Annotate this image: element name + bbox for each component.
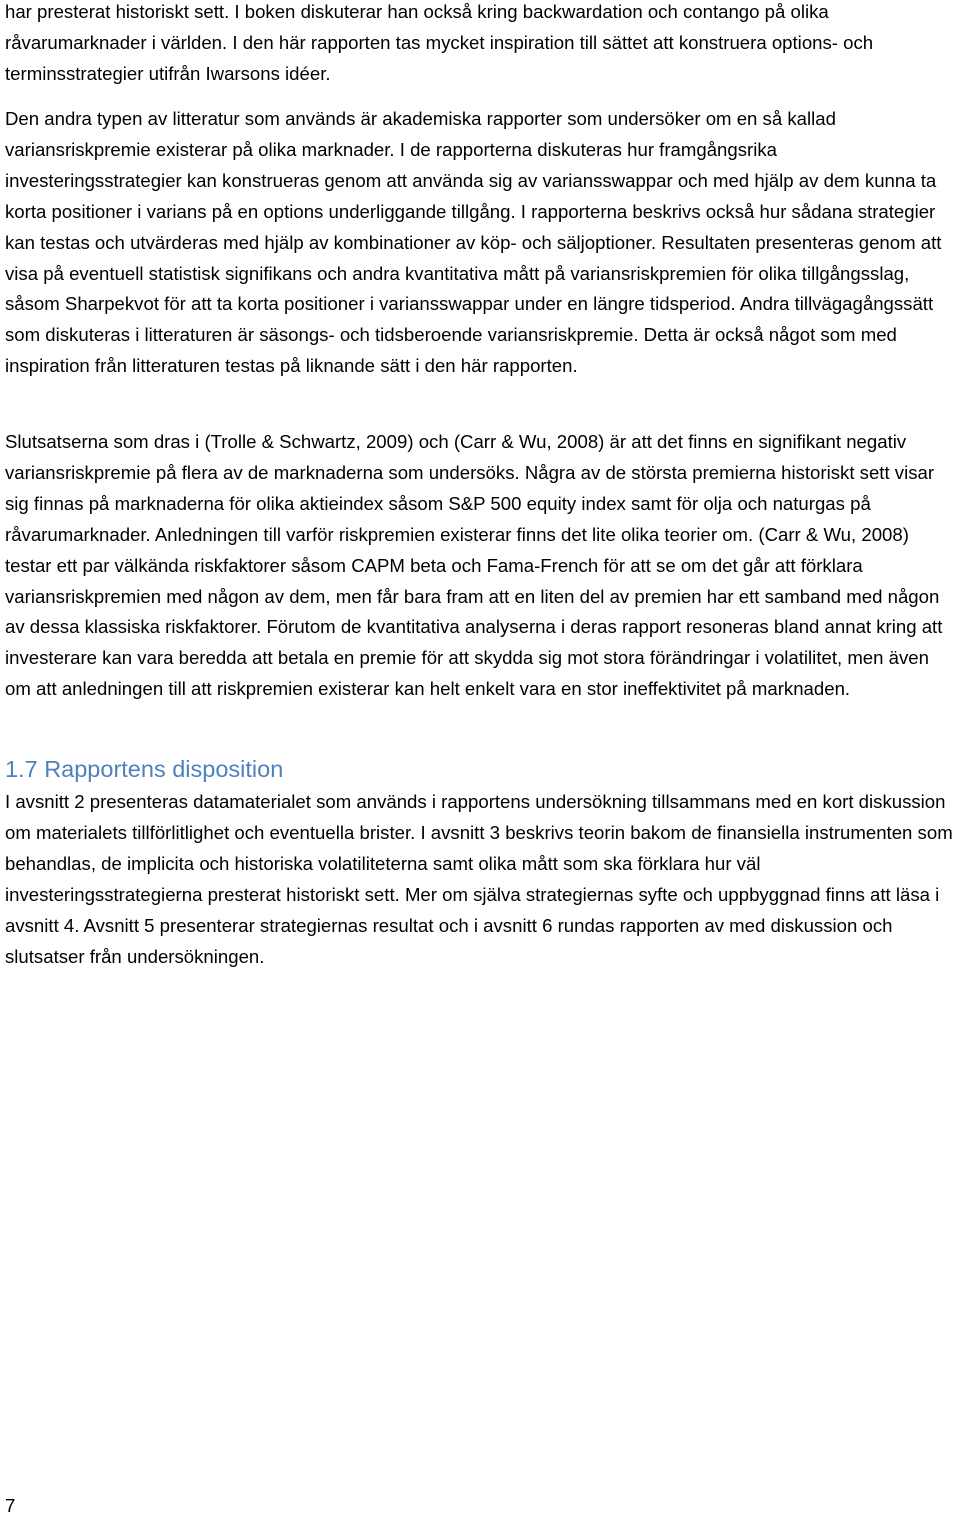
- page-number: 7: [5, 1495, 16, 1516]
- paragraph-academic-reports: Den andra typen av litteratur som används är akademiska rapporter som undersöker om en så kallad variansriskpremie existerar på olika marknader. I de rapporterna diskuteras hur framgångsrika investeringsstrategier kan konstrueras genom att använda sig av variansswappar och med hjälp av dem kunna ta korta positioner i varians på en options underliggande tillgång. I rapporterna beskrivs också hur sådana strategier kan testas och utvärderas med hjälp av kombinationer av köp- och säljoptioner. Resultaten presenteras genom att visa på eventuell statistisk signifikans och andra kvantitativa mått på variansriskpremien för olika tillgångsslag, såsom Sharpekvot för att ta korta positioner i variansswappar under en längre tidsperiod. Andra tillvägagångssätt som diskuteras i litteraturen är säsongs- och tidsberoende variansriskpremie. Detta är också något som med inspiration från litteraturen testas på liknande sätt i den här rapporten.: [5, 108, 942, 377]
- paragraph-disposition: I avsnitt 2 presenteras datamaterialet som används i rapportens undersökning tillsammans med en kort diskussion om materialets tillförlitlighet och eventuella brister. I avsnitt 3 beskrivs teorin bakom de finansiella instrumenten som behandlas, de implicita och historiska volatiliteterna samt olika mått som ska förklara hur väl investeringsstrategierna presterat historiskt sett. Mer om själva strategiernas syfte och uppbyggnad finns att läsa i avsnitt 4. Avsnitt 5 presenterar strategiernas resultat och i avsnitt 6 rundas rapporten av med diskussion och slutsatser från undersökningen.: [5, 791, 953, 967]
- paragraph-iwarson: har presterat historiskt sett. I boken diskuterar han också kring backwardation och contango på olika råvarumarknader i världen. I den här rapporten tas mycket inspiration till sättet att konstruera options- och terminsstrategier utifrån Iwarsons idéer.: [5, 1, 874, 84]
- paragraph-conclusions: Slutsatserna som dras i (Trolle & Schwartz, 2009) och (Carr & Wu, 2008) är att det finns en signifikant negativ variansriskpremie på flera av de marknaderna som undersöks. Några av de största premierna historiskt sett visar sig finnas på marknaderna för olika aktieindex såsom S&P 500 equity index samt för olja och naturgas på råvarumarknader. Anledningen till varför riskpremien existerar finns det lite olika teorier om. (Carr & Wu, 2008) testar ett par välkända riskfaktorer såsom CAPM beta och Fama-French för att se om det går att förklara variansriskpremien med någon av dem, men får bara fram att en liten del av premien har ett samband med någon av dessa klassiska riskfaktorer. Förutom de kvantitativa analyserna i deras rapport resoneras bland annat kring att investerare kan vara beredda att betala en premie för att skydda sig mot stora förändringar i volatilitet, men även om att anledningen till att riskpremien existerar kan helt enkelt vara en stor ineffektivitet på marknaden.: [5, 431, 943, 700]
- section-heading: 1.7 Rapportens disposition: [5, 756, 284, 782]
